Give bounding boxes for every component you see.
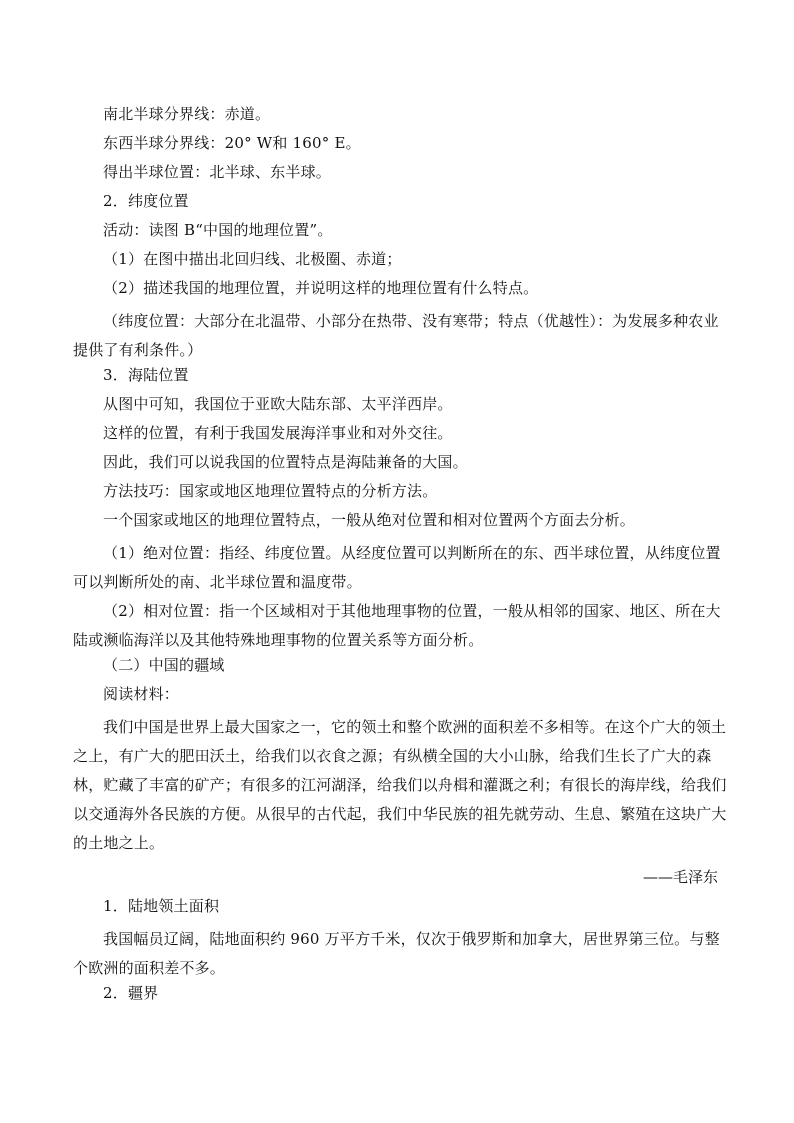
section-heading-territory: （二）中国的疆域 — [103, 656, 225, 674]
hemisphere-ew-line: 东西半球分界线：20° W和 160° E。 — [103, 134, 361, 152]
activity-step-2: （2）描述我国的地理位置，并说明这样的地理位置有什么特点。 — [103, 279, 539, 297]
sea-land-line-1: 从图中可知，我国位于亚欧大陆东部、太平洋西岸。 — [103, 395, 453, 413]
activity-line: 活动：读图 B“中国的地理位置”。 — [103, 221, 333, 239]
method-tip-line: 方法技巧：国家或地区地理位置特点的分析方法。 — [103, 482, 438, 500]
absolute-position-paragraph: （1）绝对位置：指经、纬度位置。从经度位置可以判断所在的东、西半球位置，从纬度位置可以判断所处的南、北半球位置和温度带。 — [73, 544, 721, 591]
section-heading-land-area: 1．陆地领土面积 — [103, 897, 220, 915]
latitude-answer-paragraph: （纬度位置：大部分在北温带、小部分在热带、没有寒带；特点（优越性）：为发展多种农业提供了有利条件。） — [73, 312, 719, 359]
activity-step-1: （1）在图中描出北回归线、北极圈、赤道； — [103, 250, 402, 268]
method-intro-line: 一个国家或地区的地理位置特点，一般从绝对位置和相对位置两个方面去分析。 — [103, 511, 636, 529]
sea-land-line-2: 这样的位置，有利于我国发展海洋事业和对外交往。 — [103, 424, 453, 442]
reading-material-label: 阅读材料： — [103, 685, 180, 703]
land-area-paragraph: 我国幅员辽阔，陆地面积约 960 万平方千米，仅次于俄罗斯和加拿大，居世界第三位。与整个欧洲的面积差不多。 — [73, 930, 720, 977]
hemisphere-ns-line: 南北半球分界线：赤道。 — [103, 105, 271, 123]
section-heading-boundary: 2．疆界 — [103, 984, 159, 1002]
sea-land-line-3: 因此，我们可以说我国的位置特点是海陆兼备的大国。 — [103, 453, 468, 471]
quote-attribution: ——毛泽东 — [642, 868, 718, 886]
section-heading-latitude: 2．纬度位置 — [103, 192, 189, 210]
reading-material-paragraph: 我们中国是世界上最大国家之一，它的领土和整个欧洲的面积差不多相等。在这个广大的领土之上，有广大的肥田沃土，给我们以衣食之源；有纵横全国的大小山脉，给我们生长了广大的森林，贮藏了丰富的矿产；有很多的江河湖泽，给我们以舟楫和灌溉之利；有很长的海岸线，给我们以交通海外各民族的方便。从很早的古代起，我们中华民族的祖先就劳动、生息、繁殖在这块广大的土地之上。 — [73, 718, 727, 852]
hemisphere-result-line: 得出半球位置：北半球、东半球。 — [103, 163, 332, 181]
relative-position-paragraph: （2）相对位置：指一个区域相对于其他地理事物的位置，一般从相邻的国家、地区、所在大陆或濒临海洋以及其他特殊地理事物的位置关系等方面分析。 — [73, 602, 721, 649]
section-heading-sea-land: 3．海陆位置 — [103, 366, 189, 384]
